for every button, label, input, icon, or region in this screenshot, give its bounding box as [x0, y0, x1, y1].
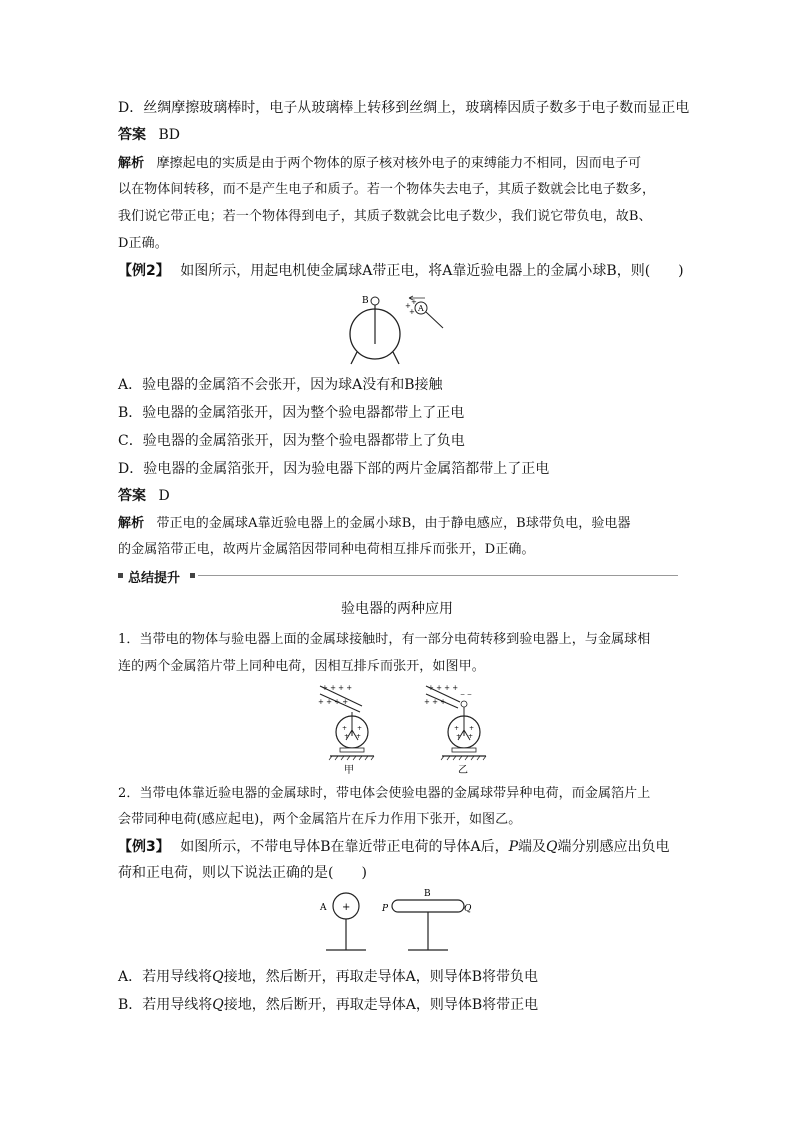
svg-text:+ + + +: + + + + [322, 684, 353, 692]
q1-analysis-line: D正确。 [118, 236, 168, 251]
option-text: B．若用导线将 [118, 997, 213, 1013]
q1-analysis-line [118, 152, 641, 171]
q1-answer [118, 124, 180, 144]
q1-option-d: D．丝绸摩擦玻璃棒时，电子从玻璃棒上转移到丝绸上，玻璃棒因质子数多于电子数而显正电 [118, 100, 690, 116]
var-q: Q [546, 839, 558, 855]
summary-title: 验电器的两种应用 [341, 601, 453, 617]
electroscope-figure-yi [418, 680, 498, 775]
analysis-label: 解析 [118, 156, 145, 171]
answer-value: BD [158, 127, 180, 143]
q1-analysis-line: 以在物体间转移，而不是产生电子和质子。若一个物体失去电子，其质子数就会比电子数多， [118, 182, 656, 197]
ex2-stem [118, 260, 684, 280]
example-stem-text: 如图所示，用起电机使金属球A带正电，将A靠近验电器上的金属小球B，则( ) [180, 263, 684, 279]
analysis-text: 摩擦起电的实质是由于两个物体的原子核对核外电子的束缚能力不相同，因而电子可 [156, 156, 642, 171]
ex3-option-a [118, 966, 538, 986]
label-q: Q [464, 904, 472, 914]
ex2-analysis-line: 的金属箔带正电，故两片金属箔因带同种电荷相互排斥而张开，D正确。 [118, 542, 535, 557]
example-stem-text: 端及 [518, 839, 547, 855]
svg-text:+: + [456, 733, 462, 740]
label-a: A [320, 903, 327, 913]
plus-sign: + [342, 902, 351, 913]
ex3-stem-line1 [118, 836, 670, 856]
svg-text:+ + + +: + + + + [428, 684, 459, 692]
bullet-square-icon [118, 573, 123, 578]
option-text: A．若用导线将 [118, 969, 213, 985]
svg-text:+: + [344, 733, 350, 740]
svg-text:+ + + +: + + + + [318, 698, 349, 706]
answer-label: 答案 [118, 127, 146, 143]
label-b: B [362, 296, 369, 306]
example-label: 【例3】 [118, 839, 170, 855]
q1-analysis-line: 我们说它带正电；若一个物体得到电子，其质子数就会比电子数少，我们说它带负电，故B、 [118, 209, 652, 224]
svg-text:+: + [342, 725, 348, 732]
analysis-label: 解析 [118, 516, 145, 531]
svg-text:− −: − − [460, 691, 472, 698]
var-p: P [508, 839, 519, 855]
ex2-analysis-line [118, 512, 631, 531]
bullet-square-icon [190, 573, 195, 578]
figure-yi-label: 乙 [458, 765, 468, 775]
ex2-answer [118, 485, 170, 505]
summary-point2-line: 会带同种电荷(感应起电)，两个金属箔片在斥力作用下张开，如图乙。 [118, 812, 522, 827]
ex2-option-d: D．验电器的金属箔张开，因为验电器下部的两片金属箔都带上了正电 [118, 461, 550, 477]
svg-text:+: + [409, 308, 415, 316]
svg-text:+: + [411, 298, 417, 306]
svg-text:+: + [356, 733, 362, 740]
label-a: A [418, 304, 424, 313]
ex3-option-b [118, 994, 538, 1014]
answer-value: D [158, 488, 170, 504]
summary-header [118, 568, 678, 584]
option-text: 接地，然后断开，再取走导体A，则导体B将带正电 [223, 997, 539, 1013]
svg-text:+: + [469, 725, 475, 732]
ex2-option-c: C．验电器的金属箔张开，因为整个验电器都带上了负电 [118, 433, 465, 449]
ex2-option-a: A．验电器的金属箔不会张开，因为球A没有和B接触 [118, 377, 443, 393]
ex2-option-b: B．验电器的金属箔张开，因为整个验电器都带上了正电 [118, 405, 465, 421]
electroscope-figure-jia [312, 680, 392, 775]
label-p: P [382, 904, 389, 914]
svg-text:+: + [468, 733, 474, 740]
summary-point1-line: 1．当带电的物体与验电器上面的金属球接触时，有一部分电荷转移到验电器上，与金属球相 [118, 632, 651, 647]
var-q: Q [212, 969, 224, 985]
figure-jia-label: 甲 [344, 765, 354, 775]
svg-text:+: + [357, 725, 363, 732]
svg-text:+ + +: + + + [424, 698, 447, 706]
example-stem-text: 端分别感应出负电 [557, 839, 670, 855]
example-label: 【例2】 [118, 263, 170, 279]
label-b: B [424, 889, 431, 899]
summary-label: 总结提升 [128, 571, 181, 586]
electroscope-figure-ex2 [345, 288, 445, 368]
var-q: Q [212, 997, 224, 1013]
summary-point2-line: 2．当带电体靠近验电器的金属球时，带电体会使验电器的金属球带异种电荷，而金属箔片上 [118, 786, 651, 801]
svg-text:+: + [405, 302, 411, 310]
divider [198, 575, 678, 576]
conductor-figure-ex3 [316, 886, 486, 956]
example-stem-text: 如图所示，不带电导体B在靠近带正电荷的导体A后， [180, 839, 509, 855]
option-text: 接地，然后断开，再取走导体A，则导体B将带负电 [223, 969, 539, 985]
ex3-stem-line2: 荷和正电荷，则以下说法正确的是( ) [118, 865, 367, 881]
answer-label: 答案 [118, 488, 146, 504]
analysis-text: 带正电的金属球A靠近验电器上的金属小球B，由于静电感应，B球带负电，验电器 [156, 516, 631, 531]
summary-point1-line: 连的两个金属箔片带上同种电荷，因相互排斥而张开，如图甲。 [118, 659, 485, 674]
svg-text:+: + [454, 725, 460, 732]
